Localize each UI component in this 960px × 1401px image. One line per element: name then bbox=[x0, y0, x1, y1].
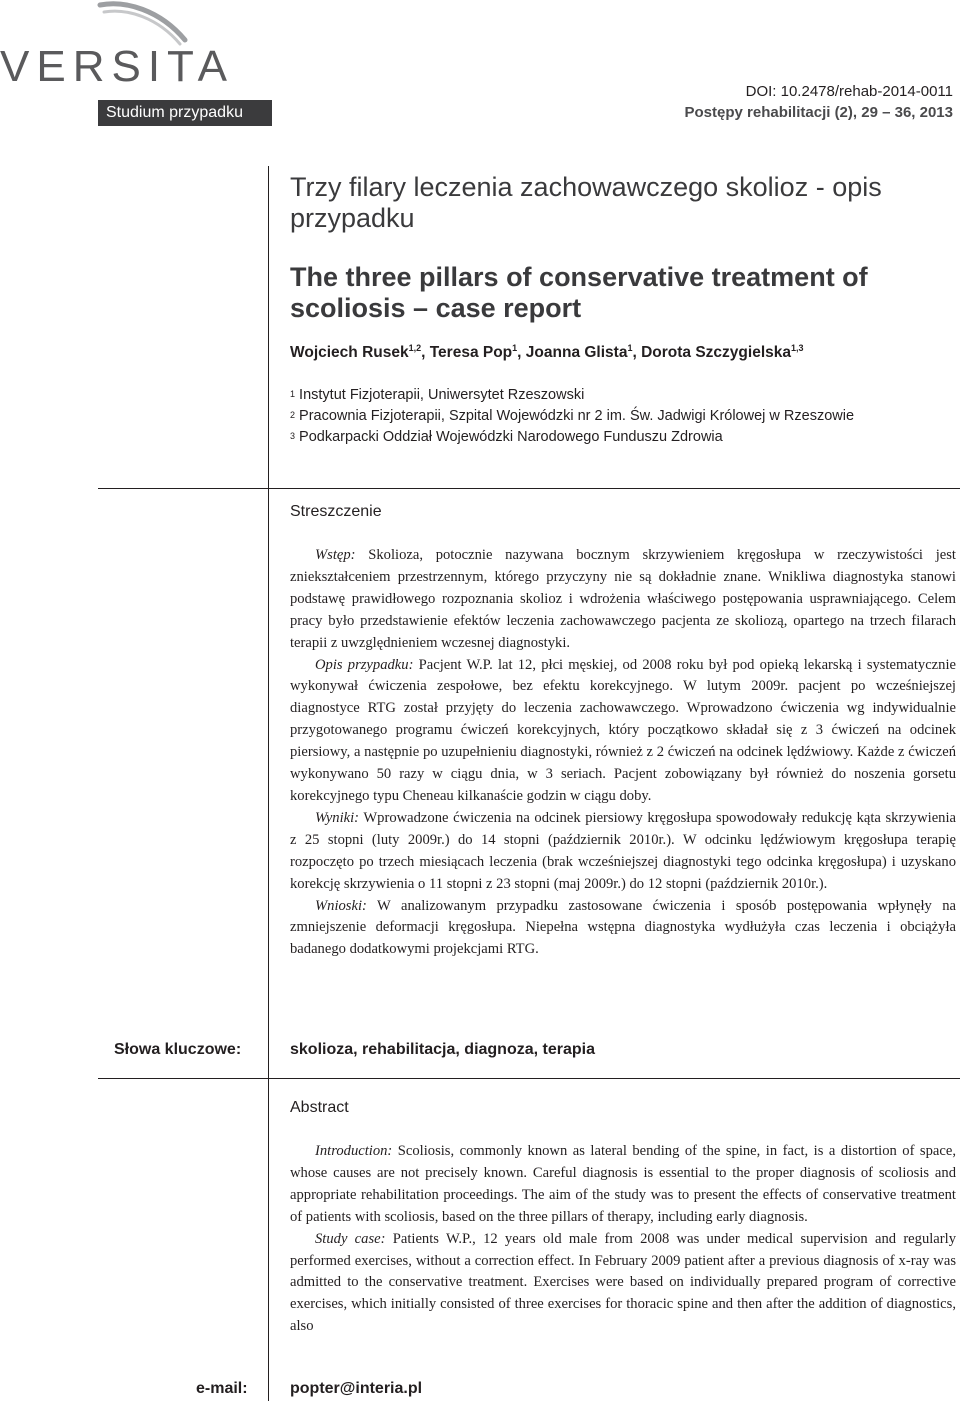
article-type-badge: Studium przypadku bbox=[98, 100, 272, 126]
email-label: e-mail: bbox=[196, 1380, 248, 1397]
streszczenie-body bbox=[290, 545, 956, 961]
paragraph: Wyniki: Wprowadzone ćwiczenia na odcinek piersiowy kręgosłupa spowodowały redukcję kąta skrzywienia z 25 stopni (luty 2009r.) do 14 stopni (październik 2010r.). W odcinku lędźwiowym kręgosłupa terapię rozpoczęto po trzech miesiącach leczenia (brak wcześniejszej diagnostyki tego odcinka kręgosłupa) i uzyskano korekcję skrzywienia o 11 stopni z 23 stopni (maj 2009r.) do 12 stopni (październik 2010r.). bbox=[290, 809, 956, 892]
affiliation: $^1$ Instytut Fizjoterapii, Uniwersytet Rzeszowski bbox=[290, 387, 585, 403]
divider-vertical-bottom bbox=[268, 1079, 269, 1401]
affiliation-list bbox=[290, 385, 930, 448]
affiliation: $^3$ Podkarpacki Oddział Wojewódzki Narodowego Funduszu Zdrowia bbox=[290, 429, 723, 445]
author: Joanna Glista$^1$, bbox=[525, 343, 642, 361]
abstract-body bbox=[290, 1141, 956, 1338]
journal-citation: Postępy rehabilitacji (2), 29 – 36, 2013 bbox=[684, 104, 953, 121]
author: Wojciech Rusek$^{1,2}$, bbox=[290, 343, 430, 361]
keywords-label: Słowa kluczowe: bbox=[114, 1041, 242, 1058]
divider-horizontal-2 bbox=[98, 1078, 960, 1079]
divider-vertical-top bbox=[268, 166, 269, 489]
versita-logo bbox=[0, 0, 235, 91]
title-english: The three pillars of conservative treatment of scoliosis – case report bbox=[290, 262, 868, 323]
abstract-heading: Abstract bbox=[290, 1099, 349, 1116]
affiliation: $^2$ Pracownia Fizjoterapii, Szpital Wojewódzki nr 2 im. Św. Jadwigi Królowej w Rzeszowie bbox=[290, 408, 855, 424]
email-link[interactable]: popter@interia.pl bbox=[290, 1380, 423, 1397]
divider-horizontal-1 bbox=[98, 488, 960, 489]
paragraph: Study case: Patients W.P., 12 years old male from 2008 was under medical supervision and regularly performed exercises, without a correction effect. In February 2009 patient after a previous diagnosis of x-ray was admitted to the conservative treatment. Exercises were based on individually prepared program of corrective exercises, which initially consisted of three exercises for thoracic spine and then after the addition of diagnostics, also bbox=[290, 1230, 956, 1335]
author: Dorota Szczygielska$^{1,3}$ bbox=[641, 343, 804, 361]
logo-text: VERSITA bbox=[0, 42, 235, 91]
paragraph: Introduction: Scoliosis, commonly known as lateral bending of the spine, in fact, is a distortion of space, whose causes are not precisely known. Careful diagnosis is essential to the proper diagnosis of scoliosis and appropriate rehabilitation proceedings. The aim of the study was to present the effects of conservative treatment of patients with scoliosis, based on the three pillars of therapy, including early diagnosis. bbox=[290, 1143, 956, 1225]
keywords-value: skolioza, rehabilitacja, diagnoza, terapia bbox=[290, 1041, 595, 1058]
divider-vertical-middle bbox=[268, 489, 269, 1078]
doi: DOI: 10.2478/rehab-2014-0011 bbox=[745, 83, 953, 100]
paragraph: Wstęp: Skolioza, potocznie nazywana bocznym skrzywieniem kręgosłupa w rzeczywistości jest zniekształceniem przestrzennym, którego przyczyny nie są dokładnie znane. Wnikliwa diagnostyka stanowi podstawę prawidłowego rozpoznania skolioz i wdrożenia właściwego postępowania usprawniającego. Celem pracy było przedstawienie efektów leczenia zachowawczego pacjenta ze skoliozą, opartego na trzech filarach terapii z uwzględnieniem wczesnej diagnostyki. bbox=[290, 547, 956, 651]
author: Teresa Pop$^1$, bbox=[429, 343, 526, 361]
streszczenie-heading: Streszczenie bbox=[290, 503, 382, 520]
author-list bbox=[290, 344, 955, 362]
paragraph: Wnioski: W analizowanym przypadku zastosowane ćwiczenia i sposób postępowania wpłynęły na zmniejszenie deformacji kręgosłupa. Niepełna wstępna diagnostyka wydłużyła czas leczenia i obciążyła badanego dodatkowymi projekcjami RTG. bbox=[290, 897, 956, 958]
title-polish: Trzy filary leczenia zachowawczego skolioz - opis przypadku bbox=[290, 172, 882, 233]
paragraph: Opis przypadku: Pacjent W.P. lat 12, płci męskiej, od 2008 roku był pod opieką lekarską i systematycznie wykonywał ćwiczenia zespołowe, bez efektu korekcyjnego. W lutym 2009r. pacjent po wcześniejszej diagnostyce RTG został przyjęty do leczenia zachowawczego. Wprowadzono ćwiczenia wg indywidualnie przygotowanego programu ćwiczeń korekcyjnych, który początkowo składał się z 3 ćwiczeń na odcinek piersiowy, a następnie po uzupełnieniu diagnostyki, również z 2 ćwiczeń na odcinek lędźwiowy. Każde z ćwiczeń wykonywano 50 razy w ciągu dnia, w 3 seriach. Pacjent zobowiązany był również do noszenia gorsetu korekcyjnego typu Cheneau kilkanaście godzin w ciągu doby. bbox=[290, 656, 956, 804]
